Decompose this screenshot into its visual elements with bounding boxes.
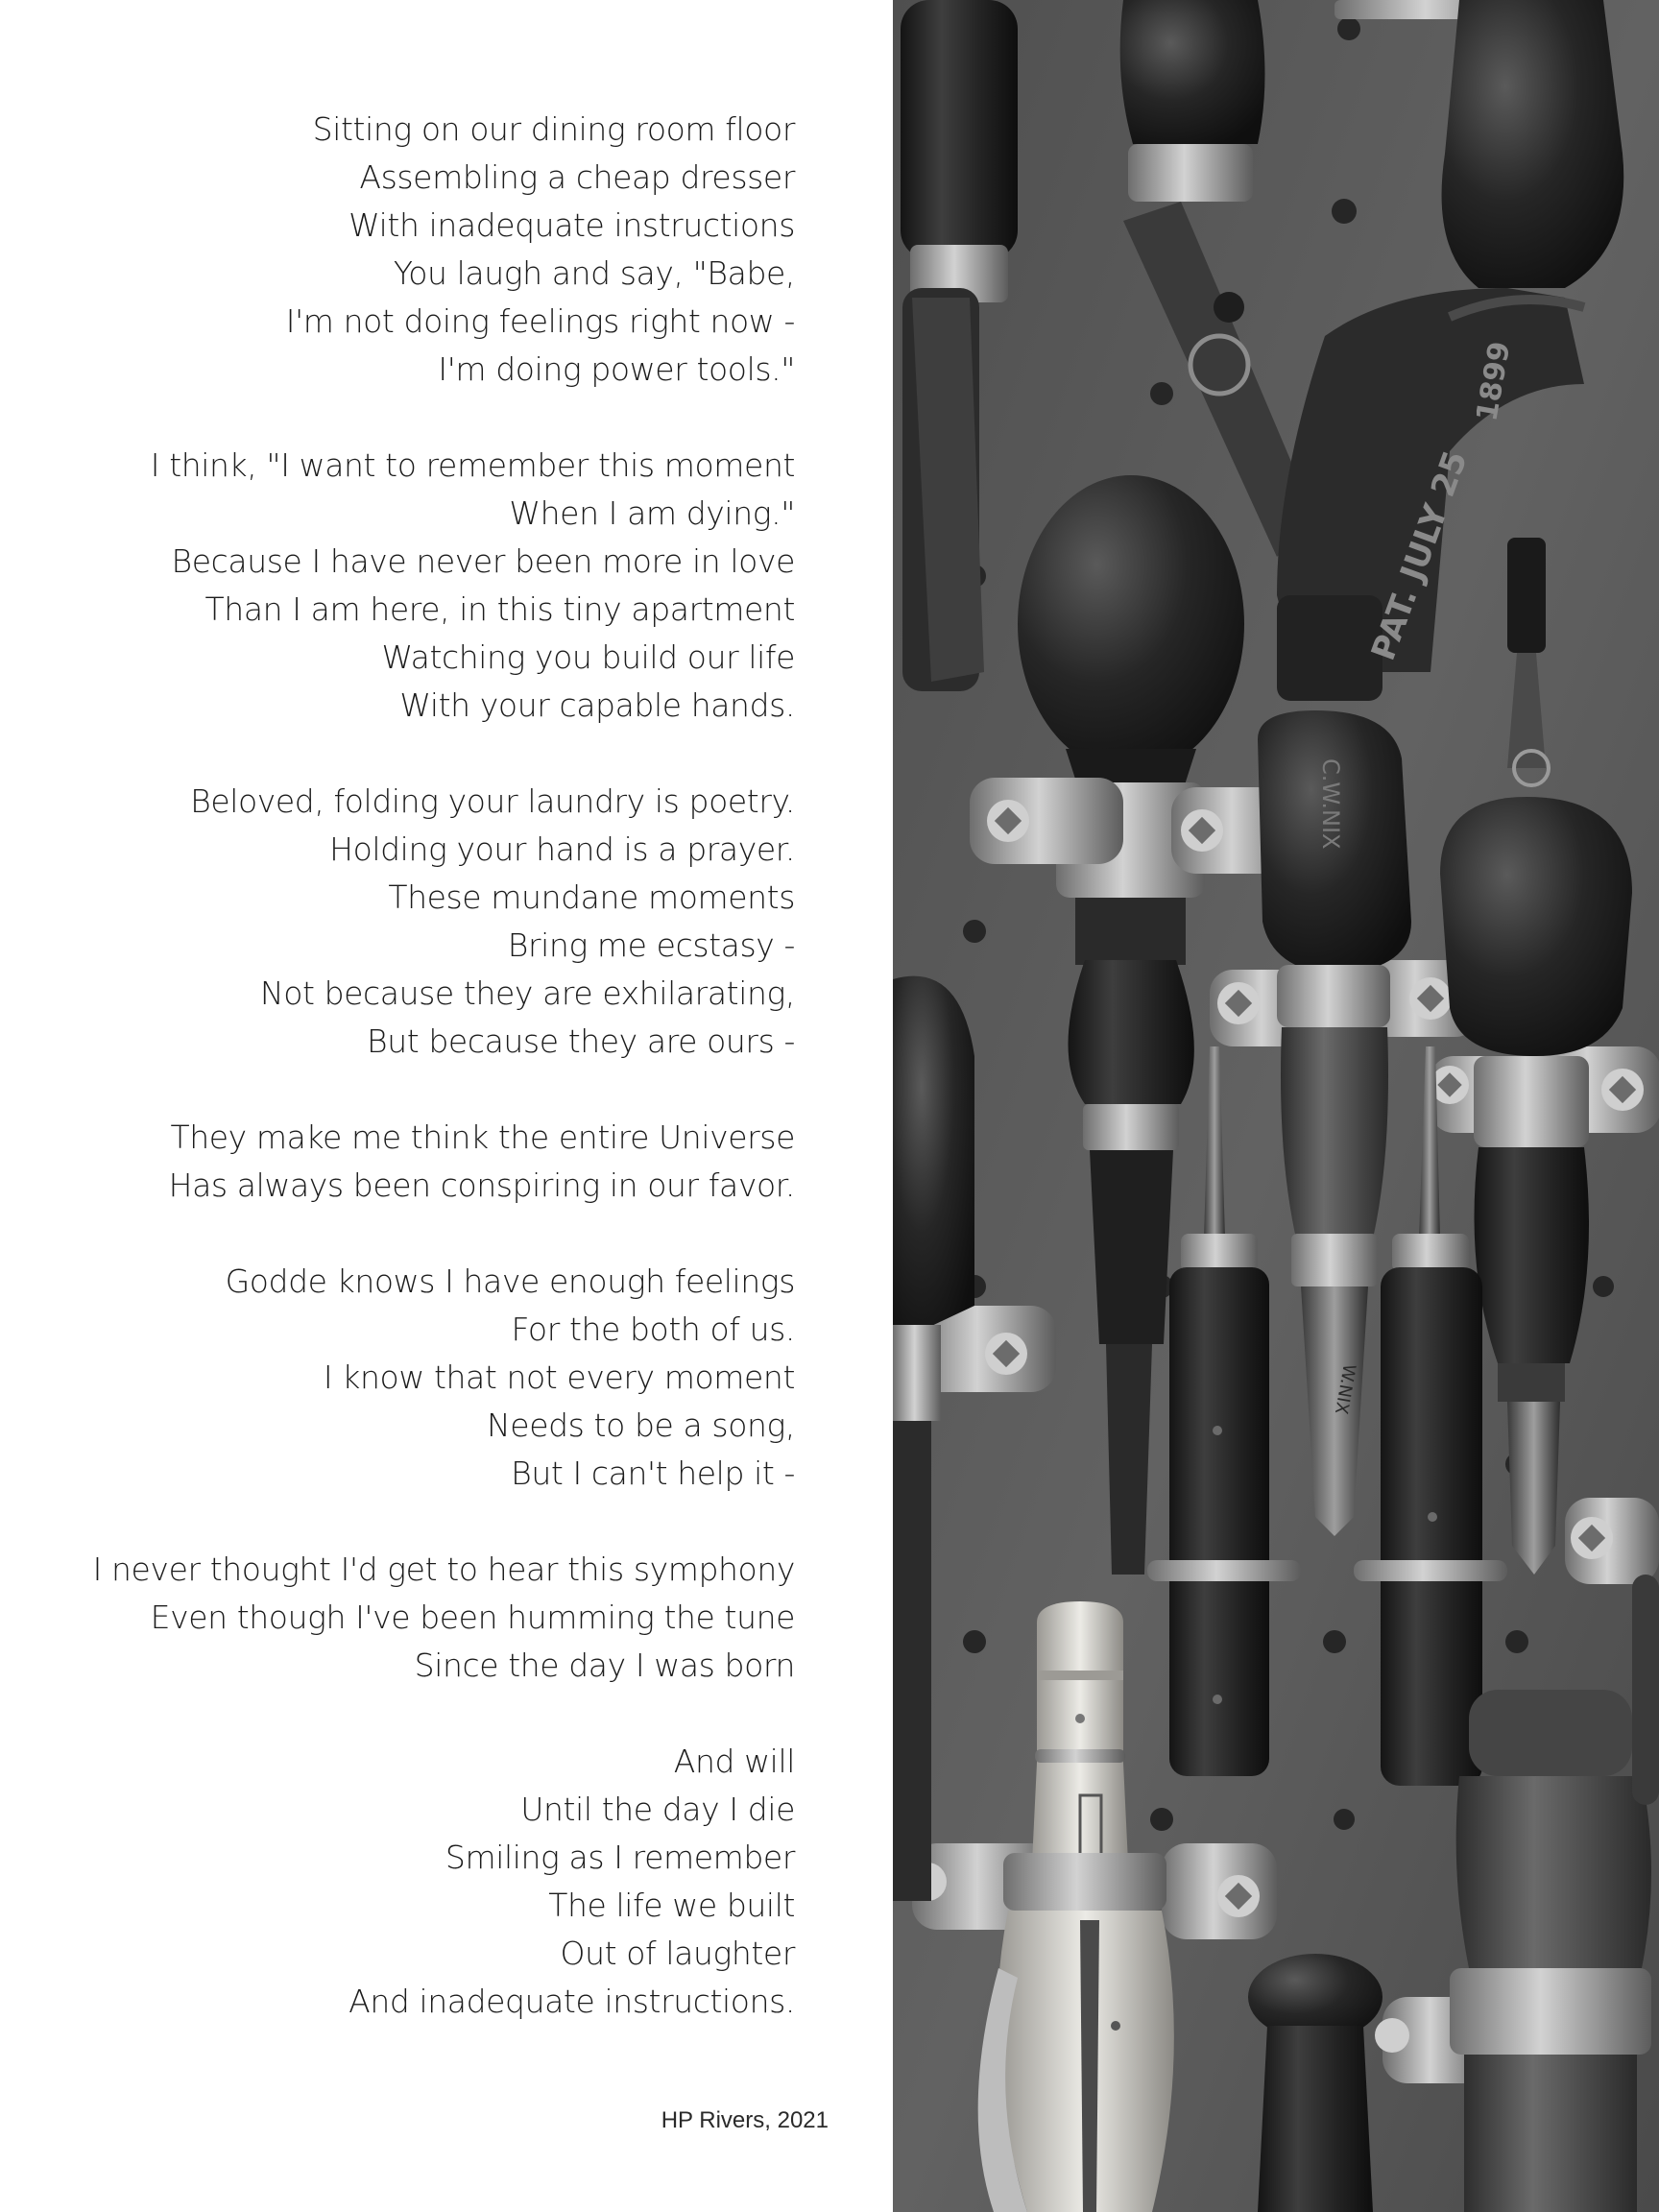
poem-line: But I can't help it - <box>511 1455 795 1492</box>
poem-line: Even though I've been humming the tune <box>150 1599 795 1636</box>
poem-line: When I am dying." <box>509 494 795 532</box>
poem-line: Assembling a cheap dresser <box>359 158 795 196</box>
poem-stanza <box>0 1738 795 2026</box>
poem-text <box>0 106 795 2074</box>
poem-line: Than I am here, in this tiny apartment <box>204 590 795 628</box>
poem-attribution: HP Rivers, 2021 <box>661 2107 829 2133</box>
poem-line: I think, "I want to remember this moment <box>150 446 795 484</box>
poem-line: With your capable hands. <box>399 686 795 724</box>
poem-line: Holding your hand is a prayer. <box>329 830 795 868</box>
poem-line: Smiling as I remember <box>445 1839 795 1876</box>
poem-stanza <box>0 778 795 1066</box>
poem-line: With inadequate instructions <box>349 206 795 244</box>
poem-line: Watching you build our life <box>381 638 795 676</box>
poem-line: And inadequate instructions. <box>349 1983 795 2020</box>
poem-line: But because they are ours - <box>367 1022 795 1060</box>
handle-mark-1: C.W.NIX <box>1317 758 1344 850</box>
poem-stanza <box>0 1114 795 1210</box>
poem-line: Since the day I was born <box>414 1647 795 1684</box>
poem-line: For the both of us. <box>511 1310 795 1348</box>
poem-stanza <box>0 442 795 730</box>
poem-line: Beloved, folding your laundry is poetry. <box>190 782 795 820</box>
poem-line: Sitting on our dining room floor <box>312 110 795 148</box>
poem-line: Until the day I die <box>520 1791 795 1828</box>
poem-line: You laugh and say, "Babe, <box>393 254 795 292</box>
poem-stanza <box>0 106 795 394</box>
poem-line: Needs to be a song, <box>487 1407 795 1444</box>
poem-line: Because I have never been more in love <box>171 542 795 580</box>
poem-line: Not because they are exhilarating, <box>259 974 795 1012</box>
bottom-knob-tool <box>1248 1954 1382 2212</box>
patent-stamp-year: 1899 <box>1470 339 1518 424</box>
poem-line: I know that not every moment <box>323 1358 795 1396</box>
tools-photo-illustration <box>893 0 1659 2212</box>
poem-line: These mundane moments <box>388 878 795 916</box>
poem-line: I never thought I'd get to hear this symphony <box>92 1551 795 1588</box>
poem-line: Bring me ecstasy - <box>507 926 795 964</box>
tools-photo <box>893 0 1659 2212</box>
poem-line: Out of laughter <box>560 1935 795 1972</box>
poem-line: They make me think the entire Universe <box>170 1118 795 1156</box>
poem-stanza <box>0 1546 795 1690</box>
poem-line: I'm not doing feelings right now - <box>285 302 795 340</box>
blade-mark: W.NIX <box>1330 1362 1359 1416</box>
poem-line: I'm doing power tools." <box>438 350 795 388</box>
top-center-tool <box>1120 0 1265 202</box>
patent-stamp-text: PAT. JULY 25 <box>1363 445 1476 666</box>
poem-line: And will <box>673 1743 795 1780</box>
poem-line: Has always been conspiring in our favor. <box>168 1166 795 1204</box>
poem-line: The life we built <box>548 1887 795 1924</box>
poem-line: Godde knows I have enough feelings <box>225 1262 795 1300</box>
poem-stanza <box>0 1258 795 1498</box>
